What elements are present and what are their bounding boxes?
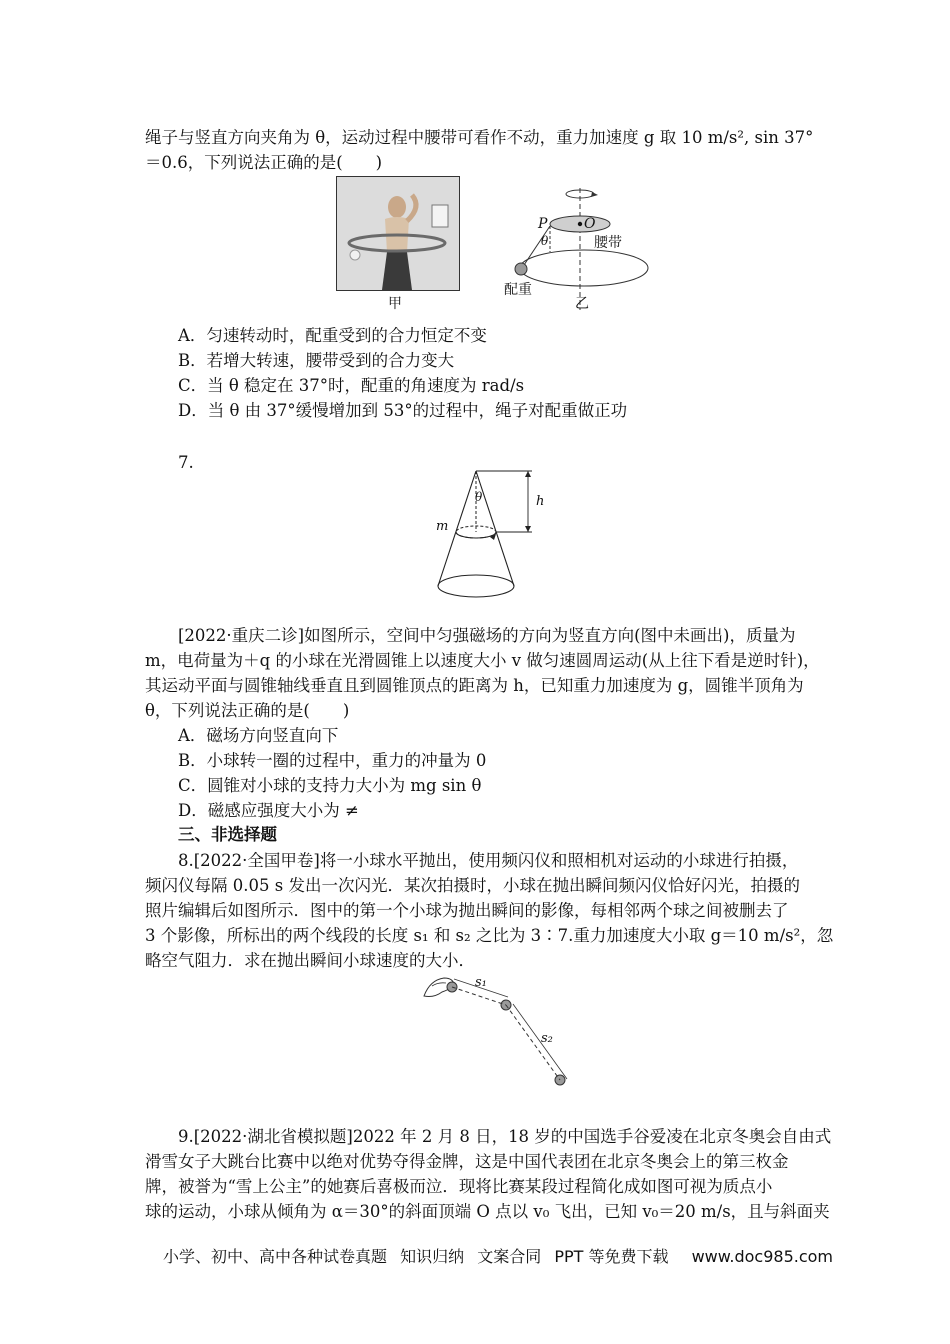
q7-fig-theta: θ (475, 490, 483, 504)
fig-b-caption: 乙 (575, 296, 589, 312)
q9-text-line-4: 球的运动，小球从倾角为 α＝30°的斜面顶端 O 点以 v₀ 飞出，已知 v₀＝20 m/s，且与斜面夹 (145, 1202, 830, 1221)
q7-fig-h: h (536, 494, 545, 509)
footer-item-4: PPT 等免费下载 (554, 1247, 669, 1266)
q7-text-line-3: 其运动平面与圆锥轴线垂直且到圆锥顶点的距离为 h，已知重力加速度为 g，圆锥半顶角为 (145, 676, 804, 695)
fig-b-label-p: P (538, 216, 548, 232)
q7-text-line-1: [2022·重庆二诊]如图所示，空间中匀强磁场的方向为竖直方向(图中未画出)，质量为 (178, 626, 796, 645)
q7-option-a: A．磁场方向竖直向下 (178, 726, 339, 745)
q7-text-line-2: m，电荷量为＋q 的小球在光滑圆锥上以速度大小 v 做匀速圆周运动(从上往下看是逆时针)， (145, 651, 820, 670)
fig-b-label-o: O (584, 216, 596, 232)
q6-option-d: D．当 θ 由 37°缓慢增加到 53°的过程中，绳子对配重做正功 (178, 401, 628, 420)
q9-text-line-2: 滑雪女子大跳台比赛中以绝对优势夺得金牌，这是中国代表团在北京冬奥会上的第三枚金 (145, 1152, 789, 1171)
q7-option-b: B．小球转一圈的过程中，重力的冲量为 0 (178, 751, 487, 770)
q7-text-line-4: θ，下列说法正确的是( ) (145, 701, 350, 720)
q8-text-line-4: 3 个影像，所标出的两个线段的长度 s₁ 和 s₂ 之比为 3∶7.重力加速度大小取 g＝10 m/s²，忽 (145, 926, 834, 945)
q8-text-line-3: 照片编辑后如图所示．图中的第一个小球为抛出瞬间的影像，每相邻两个球之间被删去了 (145, 901, 789, 920)
q7-option-c: C．圆锥对小球的支持力大小为 mg sin θ (178, 776, 482, 795)
q9-text-line-3: 牌，被誉为“雪上公主”的她赛后喜极而泣．现将比赛某段过程简化成如图可视为质点小 (145, 1177, 773, 1196)
fig-b-label-belt: 腰带 (594, 235, 622, 251)
fig-b-label-weight: 配重 (504, 282, 532, 298)
q8-fig-s2: s₂ (541, 1031, 553, 1046)
q6-option-c: C．当 θ 稳定在 37°时，配重的角速度为 rad/s (178, 376, 525, 395)
q7-fig-m: m (436, 519, 449, 534)
q8-projectile-diagram (420, 968, 580, 1092)
footer-item-1: 小学、初中、高中各种试卷真题 (163, 1247, 388, 1266)
q7-option-d: D．磁感应强度大小为 ≠ (178, 801, 359, 820)
q6-option-a: A．匀速转动时，配重受到的合力恒定不变 (178, 326, 487, 345)
q8-text-line-2: 频闪仪每隔 0.05 s 发出一次闪光．某次拍摄时，小球在抛出瞬间频闪仪恰好闪光，拍摄的 (145, 876, 800, 895)
q6-text-line-2: ＝0.6，下列说法正确的是( ) (145, 153, 383, 172)
q8-text-line-1: 8.[2022·全国甲卷]将一小球水平抛出，使用频闪仪和照相机对运动的小球进行拍摄， (178, 851, 799, 870)
q7-number: 7. (178, 453, 194, 472)
footer-item-2: 知识归纳 (400, 1247, 465, 1266)
q8-fig-s1: s₁ (475, 975, 487, 990)
section-3-title: 三、非选择题 (178, 825, 277, 844)
fig-b-label-theta: θ (541, 234, 549, 248)
q8-text-line-5: 略空气阻力．求在抛出瞬间小球速度的大小． (145, 951, 475, 970)
page-footer (163, 1244, 841, 1267)
hula-hoop-photo-icon (337, 177, 459, 290)
q9-text-line-1: 9.[2022·湖北省模拟题]2022 年 2 月 8 日，18 岁的中国选手谷爱凌在北京冬奥会自由式 (178, 1127, 832, 1146)
q6-option-b: B．若增大转速，腰带受到的合力变大 (178, 351, 455, 370)
fig-a-caption: 甲 (388, 296, 402, 312)
footer-item-3: 文案合同 (477, 1247, 542, 1266)
q6-text-line-1: 绳子与竖直方向夹角为 θ，运动过程中腰带可看作不动，重力加速度 g 取 10 m/s², sin 37° (145, 128, 814, 147)
footer-website-link[interactable]: www.doc985.com (691, 1247, 834, 1266)
q6-photo-figure (336, 176, 460, 291)
